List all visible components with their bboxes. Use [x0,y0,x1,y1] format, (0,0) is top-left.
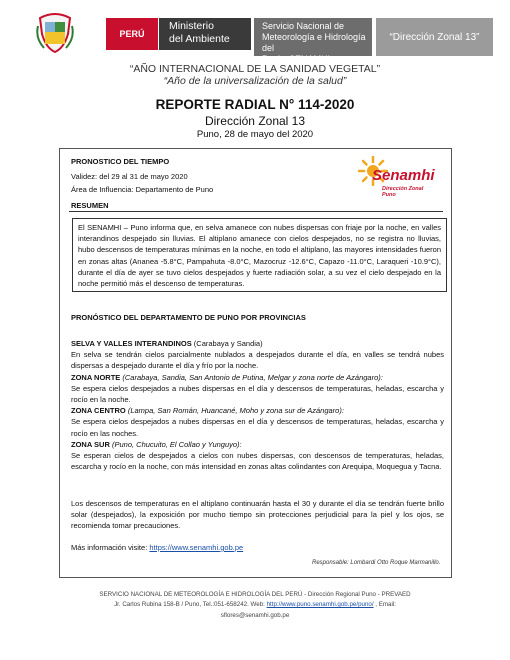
norte-title: ZONA NORTE [71,372,121,382]
closing-paragraph: Los descensos de temperaturas en el altiplano continuarán hasta el 30 y durante el día se tendrán fuerte brillo solar (despejados), la exposición por mucho tiempo sin protecciones perjudicial para la piel y los ojos, se recomienda tomar precauciones. [71,499,444,531]
senamhi-block [254,18,372,64]
peru-coat-of-arms-icon [36,12,74,54]
selva-section [71,338,444,472]
direccion-zonal-block: “Dirección Zonal 13” [376,18,493,56]
provinces-heading: PRONÓSTICO DEL DEPARTAMENTO DE PUNO POR PROVINCIAS [71,313,306,322]
resumen-text: El SENAMHI – Puno informa que, en selva amanece con nubes dispersas con friaje por la noche, en valles interandinos despejado sin lluvias. El altiplano amanece con cielos despejados, no se registra no lluvias, hubo descensos de temperaturas mínimas en la noche, en todo el altiplano, las mayores intensidades fueron en zonas altas (Ananea -5.8°C, Pampahuta -8.0°C, Mazocruz -12.6°C, Capazo -11.0°C, Laraqueri -10.9°C), durante el día de ayer se tuvo cielos despejados y fuerte radiación solar, a su vez el cielo despejado en la noche permitió más el descenso de temperaturas. [72,218,447,292]
ministerio-line1: Ministerio [169,20,214,32]
ministerio-block [159,18,251,50]
norte-places: (Carabaya, Sandia, San Antonio de Putina, Melgar y zona norte de Azángaro): [120,372,383,382]
year-title: “AÑO INTERNACIONAL DE LA SANIDAD VEGETAL” [129,63,381,75]
senamhi-line1: Servicio Nacional de [262,21,345,31]
resumen-divider [69,211,443,212]
senamhi-logo [358,158,438,198]
logo-word: Senamhi [372,167,435,184]
footer-line2 [0,600,510,610]
sur-title: ZONA SUR [71,439,110,449]
footer-line1: SERVICIO NACIONAL DE METEOROLOGÍA E HIDROLOGÍA DEL PERÚ - Dirección Regional Puno - PREVAED [99,591,411,598]
header-band [26,10,484,64]
more-info-label: Más información visite: [71,543,150,552]
selva-title: SELVA Y VALLES INTERANDINOS [71,339,192,348]
footer-web-link[interactable]: http://www.puno.senamhi.gob.pe/puno/ [266,601,374,608]
logo-subtitle: Dirección Zonal Puno [382,186,424,198]
centro-text: Se espera cielos despejados a nubes dispersas en el día y descensos de temperaturas, heladas, escarcha y rocío en las noches. [71,417,444,438]
responsable-note: Responsable: Lombardi Otto Roque Marmanillo. [312,560,441,566]
footer-email-label: , Email: [373,601,396,608]
year-subtitle: “Año de la universalización de la salud” [163,75,347,87]
footer-email[interactable]: sflores@senamhi.gob.pe [220,612,290,619]
sur-places: (Puno, Chucuito, El Collao y Yunguyo): [109,439,242,449]
peru-label: PERÚ [106,18,158,50]
report-zone: Dirección Zonal 13 [204,114,306,128]
senamhi-line2: Meteorología e Hidrología del [262,32,366,53]
selva-places: (Carabaya y Sandia) [191,339,263,348]
forecast-validity: Validez: del 29 al 31 de mayo 2020 [71,172,188,181]
norte-text: Se espera cielos despejados a nubes dispersas en el día y descensos de temperaturas, heladas, escarcha y rocío en la noche. [71,383,444,405]
selva-text: En selva se tendrán cielos parcialmente nublados a despejados durante el día, en valles se tendrá nubes dispersas a despejado durante el día y frío por la noche. [71,350,444,371]
senamhi-link[interactable]: https://www.senamhi.gob.pe [149,543,244,552]
report-title: REPORTE RADIAL N° 114-2020 [155,97,355,112]
forecast-area: Área de Influencia: Departamento de Puno [71,185,214,194]
footer-address: Jr. Carlos Rubina 158-B / Puno, Tel.:051-658242. Web: [114,601,267,608]
centro-places: (Lampa, San Román, Huancané, Moho y zona sur de Azángaro): [125,406,344,416]
report-place-date: Puno, 28 de mayo del 2020 [196,129,314,140]
centro-title: ZONA CENTRO [71,406,126,416]
more-info-line [71,542,444,553]
sur-text: Se esperan cielos de despejados a cielos con nubes dispersas, con descensos de temperaturas, heladas, escarcha y rocío en la noche, con más intensidad en zonas altas colindantes con Arequipa, Moquegua y Tacna. [71,451,444,472]
ministerio-line2: del Ambiente [169,33,230,45]
resumen-heading: RESUMEN [71,201,109,210]
forecast-heading: PRONOSTICO DEL TIEMPO [71,157,170,166]
senamhi-line3: Perú - SENAMHI [262,54,331,64]
